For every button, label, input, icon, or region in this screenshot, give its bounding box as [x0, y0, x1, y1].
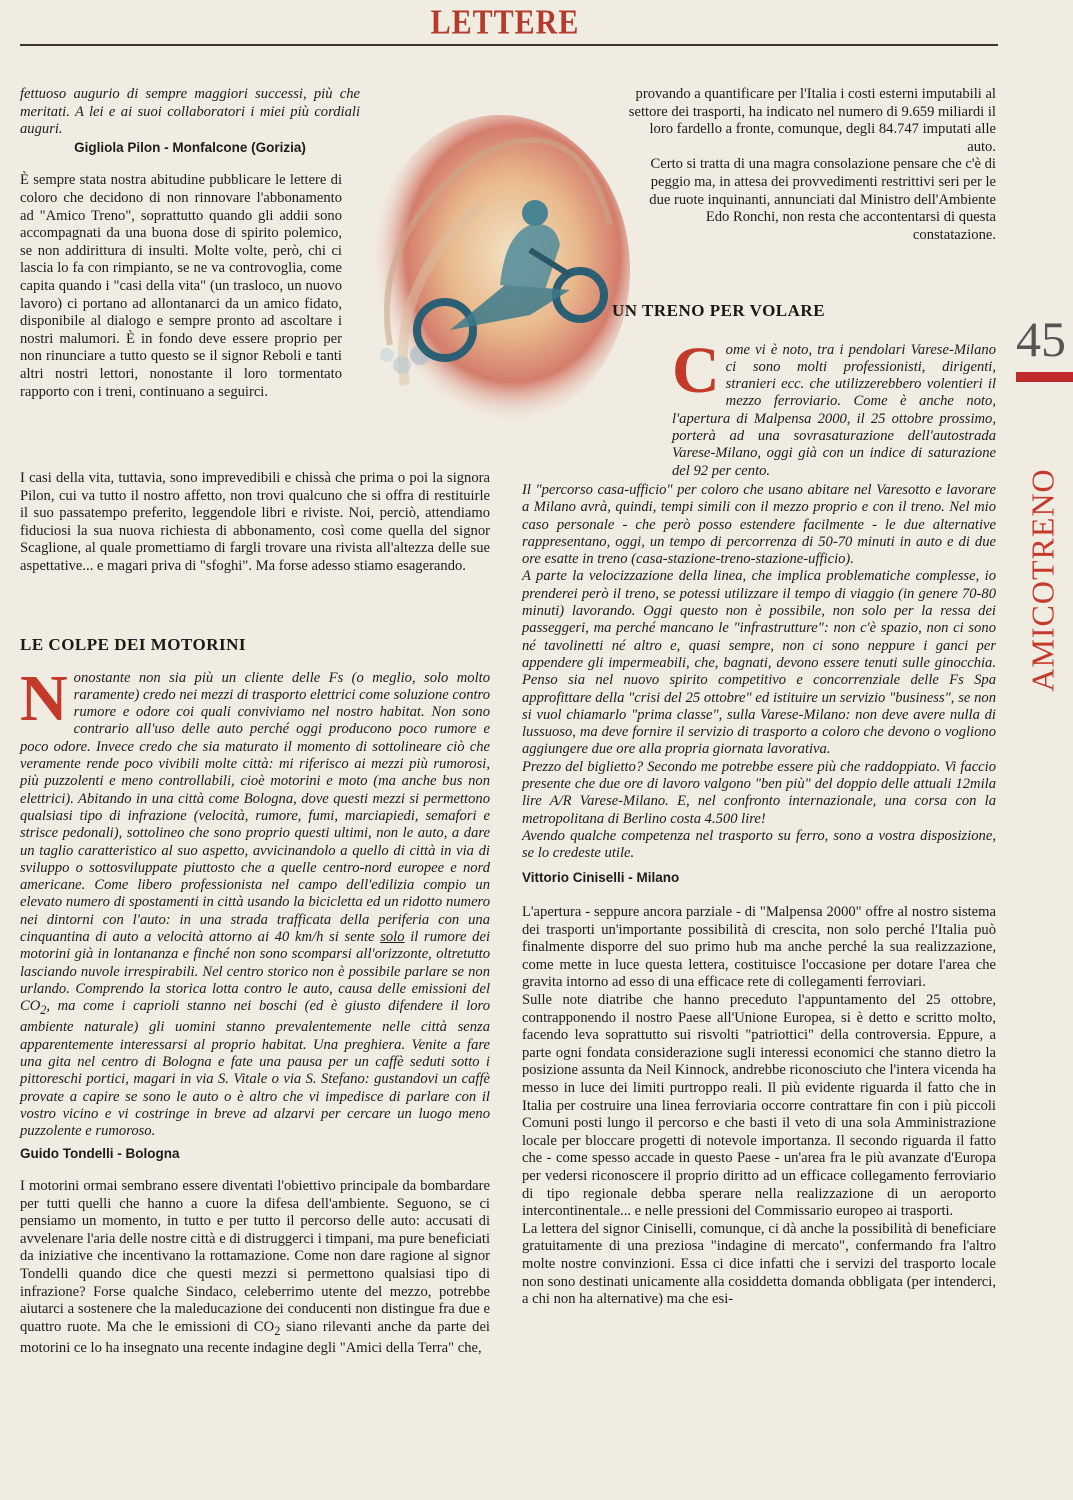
- editorial-reply: La lettera del signor Ciniselli, comunque, ci dà anche la possibilità di beneficiare gratuitamente di una preziosa "indagine di mercato", confermando fra l'altro molte nostre convinzioni. Essa ci dice infatti che i servizi del trasporto locale non sono destinati unicamente alla cosiddetta domanda obbligata (per intenderci, a chi non ha alternative) ma che esi-: [522, 1220, 996, 1308]
- editorial-reply: L'apertura - seppure ancora parziale - di "Malpensa 2000" offre al nostro sistema dei trasporti un'importante possibilità di crescita, non solo perché l'Italia può finalmente disporre del suo primo hub ma anche perché la sua realizzazione, come mette in luce questa lettera, costituisce l'occasione per dotare l'area che gravita intorno ad esso di una efficace rete di collegamenti ferroviari.: [522, 904, 996, 991]
- editorial-reply: Sulle note diatribe che hanno preceduto l'appuntamento del 25 ottobre, contrapponendo il nostro Paese all'Unione Europea, si è detto e scritto molto, facendo leva soprattutto sui risvolti "patriottici" della controversia. Eppure, a parte ogni fondata considerazione sugli interessi economici che stanno dietro la posizione assunta da Neil Kinnock, andrebbe riconosciuto che l'intera vicenda ha messo in luce dei limiti purtroppo reali. Il più evidente riguarda il fatto che in Italia per costruire una linea ferroviaria occorre contrattare fin con i più piccoli Comuni posti lungo il percorso e che basti il veto di una sola Amministrazione locale per bloccare progetti di notevole importanza. Il secondo riguarda il fatto che - come spesso accade in questo Paese - un'area fra le più avanzate d'Europa per vedersi riconoscere il proprio diritto ad un efficace collegamento ferroviario di tipo regionale debba sperare nella realizzazione di un aeroporto intercontinentale... e nelle pressioni del Commissario europeo ai trasporti.: [522, 992, 996, 1220]
- reader-letter: Come vi è noto, tra i pendolari Varese-Milano ci sono molti professionisti, dirigenti, stranieri ecc. che utilizzerebbero volentieri il mezzo ferroviario. Come è anche noto, l'apertura di Malpensa 2000, il 25 ottobre prossimo, porterà ad una sovrasaturazione dell'autostrada Varese-Milano, oggi già con un indice di saturazione del 92 per cento.: [672, 333, 996, 479]
- section-heading: LE COLPE DEI MOTORINI: [20, 635, 247, 654]
- drop-cap: C: [672, 333, 720, 407]
- reader-letter: Il "percorso casa-ufficio" per coloro che usano abitare nel Varesotto e lavorare a Milano avrà, quindi, tempi simili con il mezzo proprio e con il treno. Nel mio caso personale - che però posso estendere facilmente - le due alternative rappresentano, oggi, un tempo di percorrenza di 50-70 minuti in auto e di due ore esatte in treno (casa-stazione-treno-stazione-ufficio).: [522, 481, 996, 568]
- letter-signature: Vittorio Ciniselli - Milano: [522, 869, 680, 885]
- left-column-top: [20, 86, 360, 401]
- reader-letter: Nonostante non sia più un cliente delle Fs (o meglio, solo molto raramente) credo nei mezzi di trasporto elettrici come soluzione contro rumore e odore coi quali conviviamo nel nostro habitat. Non sono contrario all'uso delle auto perché oggi producono poco rumore e poco odore. Invece credo che sia maturato il momento di sottolineare ciò che veramente rende poco vivibili molte città: mi riferisco ai mezzi più rumorosi, più puzzolenti e meno controllabili, cioè motorini e moto (ma anche bus non elettrici). Abitando in una città come Bologna, dove questi mezzi si permettono qualsiasi tipo di infrazione (velocità, rumore, fumi, marciapiedi, semafori e strisce pedonali), sottolineo che sono proprio questi ultimi, non le auto, a dare un taglio caratteristico al suo aspetto, avvicinandolo a quello di città in via di sviluppo o sottosviluppate piuttosto che a quelle centro-nord europee e nord americane. Come libero professionista nel campo dell'edilizia compio un elevato numero di spostamenti in città usando la bicicletta ed un ridotto numero nei dintorni con l'auto: in una strada trafficata della periferia con una cinquantina di auto a velocità attorno ai 40 km/h si sente solo il rumore dei motorini già in lontananza e finché non sono scomparsi all'orizzonte, oltretutto lasciando nuvole irrespirabili. Nel centro storico non è possibile parlare se non urlando. Comprendo la storica lotta contro le auto, causa delle emissioni del $CO_2$, ma come i caprioli stanno nei boschi (ed è giusto difendere il loro ambiente naturale) gli uomini stanno prevalentemente nelle città senza apparentemente interessarsi al proprio habitat. Una preghiera. Venite a fare una gita nel centro di Bologna e fate una pausa per un caffè seduti sotto i pittoreschi portici, magari in via S. Vitale o via S. Stefano: gustandovi un caffè provate a capire se sono le auto o è altro che vi impedisce di parlare con il vostro vicino e vi costringe in breve ad alzarvi per cercare un luogo meno puzzolente e rumoroso.: [20, 661, 490, 1140]
- header-rule: [20, 44, 998, 46]
- letter-signature: Gigliola Pilon - Monfalcone (Gorizia): [74, 139, 306, 155]
- reader-letter: Prezzo del biglietto? Secondo me potrebbe essere più che raddoppiato. Vi faccio presente che due ore di lavoro valgono "ben più" del doppio delle attuali 12mila lire A/R Varese-Milano. E, nel confronto internazionale, una corsa con la metropolitana di Berlino costa 4.500 lire!: [522, 758, 996, 827]
- letter-signature: Guido Tondelli - Bologna: [20, 1145, 180, 1161]
- section-title-lettere: LETTERE: [430, 3, 580, 42]
- editorial-reply: I casi della vita, tuttavia, sono imprevedibili e chissà che prima o poi la signora Pilon, cui va tutto il nostro affetto, non trovi qualcuno che si offra di restituirle il suo passatempo preferito, leggendole libri e riviste. Noi, perciò, attendiamo fiduciosi la sua nuova richiesta di abbonamento, così come quella del signor Scaglione, al quale promettiamo di fargli trovare una rivista all'altezza delle sue aspettative... e magari priva di "sfoghi". Ma forse adesso stiamo esagerando.: [20, 470, 490, 574]
- editorial-reply: I motorini ormai sembrano essere diventati l'obiettivo principale da bombardare per tutti quelli che hanno a cuore la difesa dell'ambiente. Seguono, se ci pensiamo un momento, in tutto e per tutto il percorso delle auto: accusati di avvelenare l'aria delle nostre città e di distruggerci i timpani, ma pure beneficiati da iniziative che incentivano la rottamazione. Come non dare ragione al signor Tondelli quando dice che questi mezzi si permettono qualsiasi tipo di infrazione? Forse qualche Sindaco, celeberrimo utente del mezzo, potrebbe aiutarci a sostenere che la maleducazione dei conducenti non distingue fra due e quattro ruote. Ma che le emissioni di $CO_2$ siano rilevanti anche da parte dei motorini ce lo ha insegnato una recente indagine degli "Amici della Terra" che,: [20, 1178, 490, 1357]
- reader-letter: Avendo qualche competenza nel trasporto su ferro, sono a vostra disposizione, se lo credeste utile.: [522, 827, 996, 862]
- red-accent-bar: [1016, 372, 1073, 382]
- left-column-section: [20, 636, 490, 1358]
- section-heading: UN TRENO PER VOLARE: [612, 301, 826, 320]
- page-number: 45: [1016, 311, 1066, 367]
- letter-excerpt: fettuoso augurio di sempre maggiori successi, più che meritati. A lei e ai suoi collaboratori i miei più cordiali auguri.: [20, 86, 360, 138]
- right-column-section: [522, 302, 996, 1309]
- drop-cap: N: [20, 661, 68, 735]
- reader-letter: A parte la velocizzazione della linea, che implica problematiche complesse, io prenderei però il treno, se potessi utilizzare il tempo di viaggio (in genere 70-80 minuti) lavorando. Oggi questo non è possibile, non solo per la ressa dei passeggeri, ma perché mancano le "infrastrutture": non c'è spazio, non ci sono né tavolinetti né altro e, quasi sempre, non ci sono neppure i ganci per appendere gli impermeabili, che, bagnati, devono essere tenuti sulle ginocchia. Penso sia nel nuovo spirito competitivo e concorrenziale delle Fs Spa approfittare della "crisi del 25 ottobre" ed istituire un servizio "business", se non si vuol chiamarlo "prima classe", sulla Varese-Milano: non deve avere nulla di lussuoso, ma deve fornire il servizio di trasporto a coloro che devono o vogliono aggiungere due ore alla propria giornata lavorativa.: [522, 568, 996, 758]
- editorial-reply: provando a quantificare per l'Italia i costi esterni imputabili al settore dei trasporti, ha indicato nel numero di 9.659 miliardi il loro fardello a fronte, comunque, degli 84.747 imputati alle auto.: [628, 86, 996, 155]
- right-column-top: [628, 86, 996, 244]
- editorial-reply: È sempre stata nostra abitudine pubblicare le lettere di coloro che decidono di non rinnovare l'abbonamento ad "Amico Treno", soprattutto quando gli addii sono accompagnati da una buona dose di spirito polemico, se non addirittura di insulti. Molte volte, però, chi ci lascia lo fa con rimpianto, se ne va controvoglia, come capita quando i "casi della vita" (un trasloco, un nuovo lavoro) ci portano ad allontanarci da un amico fidato, disponibile al dialogo e sempre pronto ad ascoltare i nostri malumori. È in fondo deve essere proprio per non rinunciare a tutto questo se il signor Reboli e tanti altri nostri lettori, nonostante il loro tormentato rapporto con i treni, continuano a seguirci.: [20, 172, 342, 400]
- editorial-reply: Certo si tratta di una magra consolazione pensare che c'è di peggio ma, in attesa dei provvedimenti restrittivi seri per le due ruote inquinanti, annunciati dal Ministro dell'Ambiente Edo Ronchi, non resta che accontentarsi di questa constatazione.: [649, 156, 996, 243]
- left-reply-wide: [20, 470, 490, 576]
